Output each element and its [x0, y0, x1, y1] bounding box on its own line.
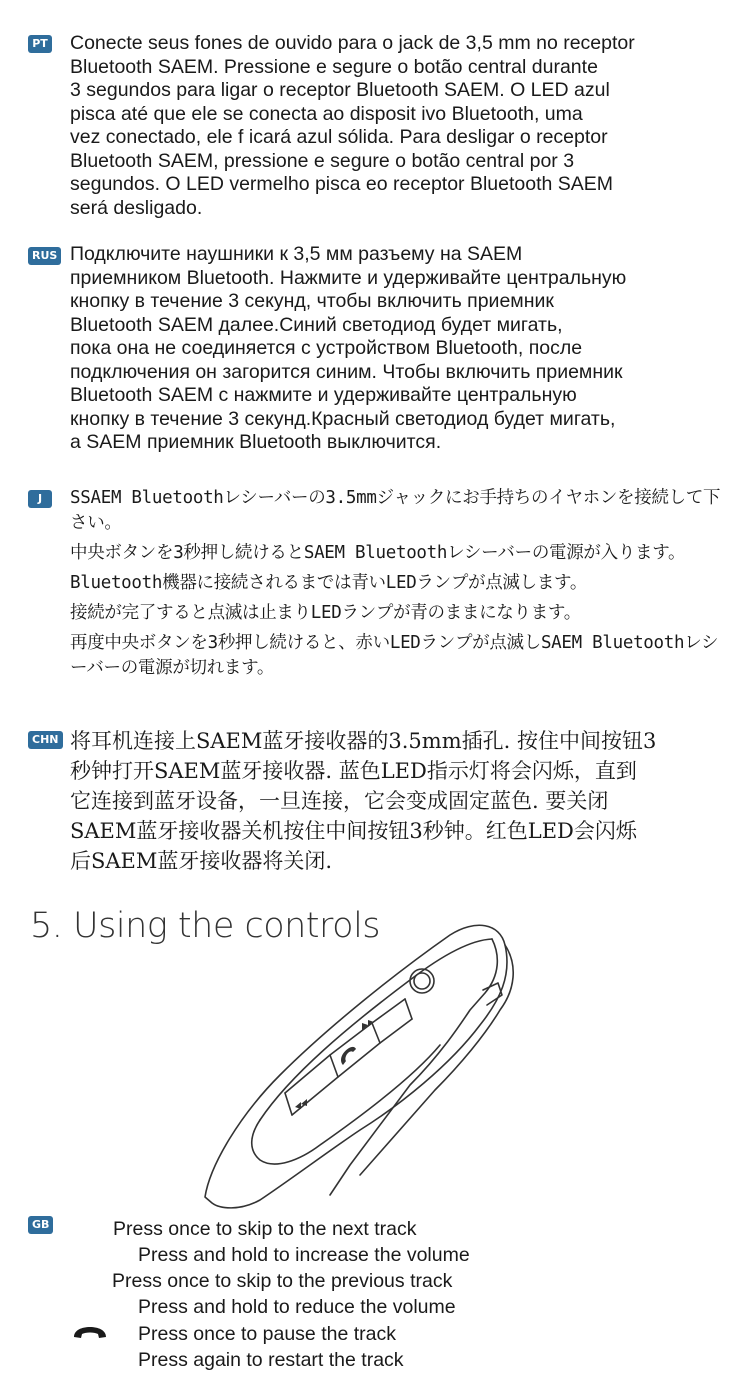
rus-line: кнопку в течение 3 секунд, чтобы включить приемник: [70, 290, 554, 312]
language-badge-gb: GB: [28, 1216, 53, 1234]
rus-line: кнопку в течение 3 секунд.Красный светодиод будет мигать,: [70, 407, 616, 430]
chn-line: 将耳机连接上SAEM蓝牙接收器的3.5mm插孔. 按住中间按钮3: [70, 729, 657, 753]
pt-line: Conecte seus fones de ouvido para o jack de 3,5 mm no receptor: [70, 32, 635, 54]
chn-line: 秒钟打开SAEM蓝牙接收器. 蓝色LED指示灯将会闪烁，直到: [70, 759, 637, 783]
chn-line: 后SAEM蓝牙接收器将关闭.: [70, 849, 333, 873]
pt-line: vez conectado, ele f icará azul sólida. Para desligar o receptor: [70, 126, 608, 148]
rus-line: приемником Bluetooth. Нажмите и удерживайте центральную: [70, 266, 627, 289]
bluetooth-receiver-illustration: [200, 915, 530, 1210]
pause-track-text: Press once to pause the track: [138, 1323, 396, 1345]
pt-line: 3 segundos para ligar o receptor Bluetooth SAEM. O LED azul: [70, 79, 610, 101]
j-paragraph: 中央ボタンを3秒押し続けるとSAEM Bluetoothレシーバーの電源が入ります。: [70, 543, 686, 563]
pt-instructions: [70, 32, 735, 220]
pt-line: será desligado.: [70, 196, 203, 219]
j-paragraph: SSAEM Bluetoothレシーバーの3.5mmジャックにお手持ちのイヤホンを接続して下さい。: [70, 488, 721, 533]
language-badge-pt: PT: [28, 35, 52, 53]
pt-line: segundos. O LED vermelho pisca eo receptor Bluetooth SAEM: [70, 173, 614, 195]
rus-line: подключения он загорится синим. Чтобы включить приемник: [70, 360, 623, 383]
j-paragraph: 再度中央ボタンを3秒押し続けると、赤いLEDランプが点滅しSAEM Bluetoothレシーバーの電源が切れます。: [70, 633, 719, 678]
j-instructions: [70, 486, 735, 686]
pt-line: pisca até que ele se conecta ao disposit ivo Bluetooth, uma: [70, 102, 583, 125]
j-paragraph: 接続が完了すると点滅は止まりLEDランプが青のままになります。: [70, 603, 581, 623]
language-badge-chn: CHN: [28, 731, 63, 749]
restart-track-text: Press again to restart the track: [138, 1349, 404, 1371]
increase-volume-text: Press and hold to increase the volume: [138, 1244, 470, 1266]
phone-icon: [72, 1326, 108, 1340]
rus-line: пока она не соединяется с устройством Bluetooth, после: [70, 337, 583, 359]
j-paragraph: Bluetooth機器に接続されるまでは青いLEDランプが点滅します。: [70, 573, 588, 593]
rus-instructions: [70, 243, 735, 455]
chn-instructions: [70, 726, 735, 876]
rus-line: Подключите наушники к 3,5 мм разъему на SAEM: [70, 243, 523, 265]
reduce-volume-text: Press and hold to reduce the volume: [138, 1296, 456, 1318]
previous-track-text: Press once to skip to the previous track: [112, 1270, 453, 1292]
pt-line: Bluetooth SAEM, pressione e segure o botão central por 3: [70, 149, 575, 172]
rus-line: а SAEM приемник Bluetooth выключится.: [70, 431, 442, 453]
rus-line: Bluetooth SAEM с нажмите и удерживайте центральную: [70, 384, 577, 406]
chn-line: SAEM蓝牙接收器关机按住中间按钮3秒钟。红色LED会闪烁: [70, 819, 637, 843]
pt-line: Bluetooth SAEM. Pressione e segure o botão central durante: [70, 55, 598, 78]
section-title: 5. Using the controls: [30, 906, 381, 946]
language-badge-rus: RUS: [28, 247, 61, 265]
language-badge-j: J: [28, 490, 52, 508]
next-track-text: Press once to skip to the next track: [113, 1218, 417, 1240]
chn-line: 它连接到蓝牙设备，一旦连接，它会变成固定蓝色. 要关闭: [70, 789, 609, 813]
rus-line: Bluetooth SAEM далее.Синий светодиод будет мигать,: [70, 313, 563, 336]
